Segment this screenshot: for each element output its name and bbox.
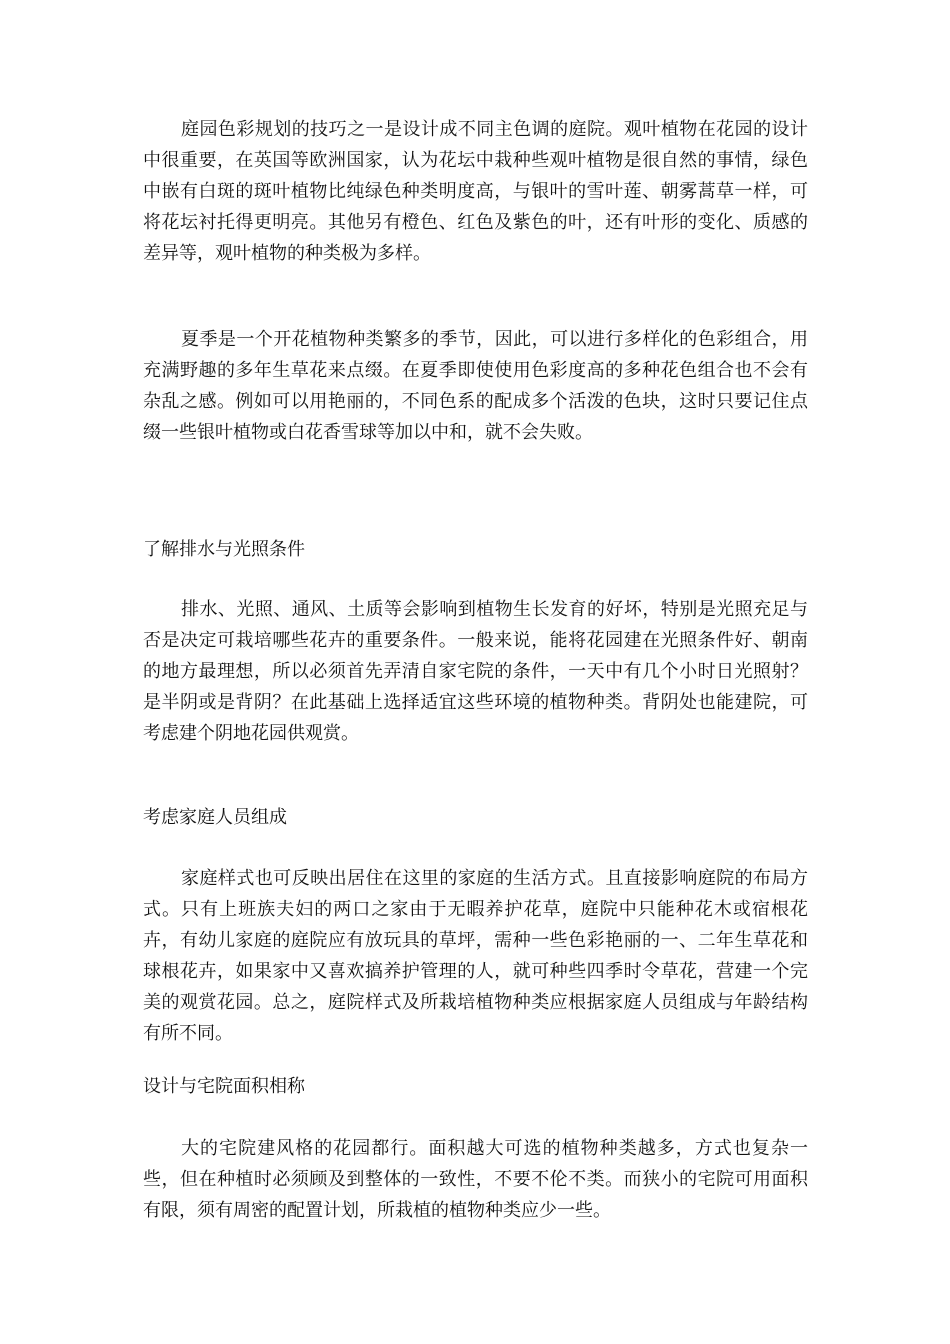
heading-drainage-light: 了解排水与光照条件 xyxy=(143,539,305,560)
paragraph-garden-color: 庭园色彩规划的技巧之一是设计成不同主色调的庭院。观叶植物在花园的设计中很重要，在英国等欧洲国家，认为花坛中栽种些观叶植物是很自然的事情，绿色中嵌有白斑的斑叶植物比纯绿色种类明度高，与银叶的雪叶莲、朝雾蒿草一样，可将花坛衬托得更明亮。其他另有橙色、红色及紫色的叶，还有叶形的变化、质感的差异等，观叶植物的种类极为多样。 xyxy=(143,119,808,264)
paragraph-summer-flowers: 夏季是一个开花植物种类繁多的季节，因此，可以进行多样化的色彩组合，用充满野趣的多年生草花来点缀。在夏季即使使用色彩度高的多种花色组合也不会有杂乱之感。例如可以用艳丽的，不同色系的配成多个活泼的色块，这时只要记住点缀一些银叶植物或白花香雪球等加以中和，就不会失败。 xyxy=(143,329,808,443)
paragraph-drainage-light: 排水、光照、通风、土质等会影响到植物生长发育的好坏，特别是光照充足与否是决定可栽培哪些花卉的重要条件。一般来说，能将花园建在光照条件好、朝南的地方最理想，所以必须首先弄清自家宅院的条件，一天中有几个小时日光照射？是半阴或是背阴？在此基础上选择适宜这些环境的植物种类。背阴处也能建院，可考虑建个阴地花园供观赏。 xyxy=(143,599,808,744)
paragraph-yard-area: 大的宅院建风格的花园都行。面积越大可选的植物种类越多，方式也复杂一些，但在种植时必须顾及到整体的一致性，不要不伦不类。而狭小的宅院可用面积有限，须有周密的配置计划，所栽植的植物种类应少一些。 xyxy=(143,1138,808,1221)
paragraph-family-members: 家庭样式也可反映出居住在这里的家庭的生活方式。且直接影响庭院的布局方式。只有上班族夫妇的两口之家由于无暇养护花草，庭院中只能种花木或宿根花卉，有幼儿家庭的庭院应有放玩具的草坪，需种一些色彩艳丽的一、二年生草花和球根花卉，如果家中又喜欢搞养护管理的人，就可种些四季时令草花，营建一个完美的观赏花园。总之，庭院样式及所栽培植物种类应根据家庭人员组成与年龄结构有所不同。 xyxy=(143,868,808,1044)
heading-yard-area: 设计与宅院面积相称 xyxy=(143,1076,305,1097)
heading-family-members: 考虑家庭人员组成 xyxy=(143,807,287,828)
